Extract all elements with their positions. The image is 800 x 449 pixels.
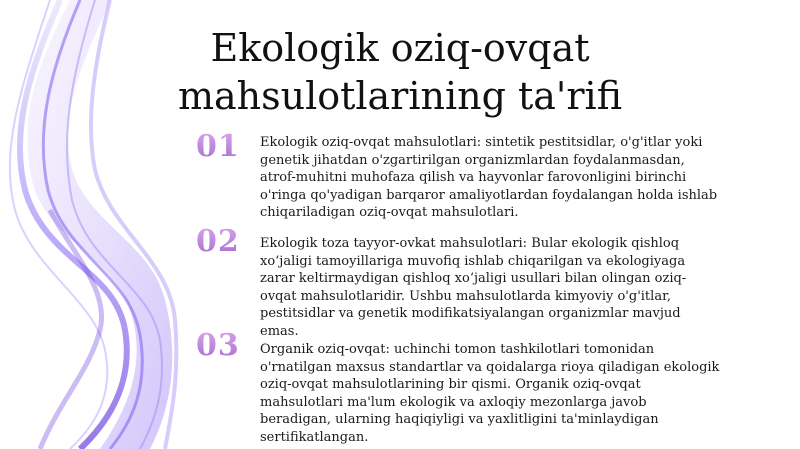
slide-title: Ekologik oziq-ovqat mahsulotlarining ta'rifi bbox=[177, 26, 623, 118]
item-text-02: Ekologik toza tayyor-ovkat mahsulotlari: Bular ekologik qishloq xo‘jaligi tamoyillariga muvofiq ishlab chiqarilgan va ekologiyaga zarar keltirmaydigan qishloq xo‘jaligi usullari bilan olingan oziq-ovqat mahsulotlaridir. Ushbu mahsulotlarda kimyoviy o'g'itlar, pestitsidlar va genetik modifikatsiyalangan organizmlar mavjud emas. bbox=[260, 236, 687, 339]
item-text-01: Ekologik oziq-ovqat mahsulotlari: sintetik pestitsidlar, o'g'itlar yoki genetik jihatdan o'zgartirilgan organizmlardan foydalanmasdan, atrof-muhitni muhofaza qilish va hayvonlar farovonligini birinchi o'ringa qo'yadigan barqaror amaliyotlardan foydalangan holda ishlab chiqariladigan oziq-ovqat mahsulotlari. bbox=[260, 135, 718, 221]
item-text-03: Organik oziq-ovqat: uchinchi tomon tashkilotlari tomonidan o'rnatilgan maxsus standartlar va qoidalarga rioya qiladigan ekologik oziq-ovqat mahsulotlarining bir qismi. Organik oziq-ovqat mahsulotlari ma'lum ekologik va axloqiy mezonlarga javob beradigan, ularning haqiqiyligi va yaxlitligini ta'minlaydigan sertifikatlangan. bbox=[260, 342, 720, 445]
item-number-03: 03 bbox=[196, 329, 246, 363]
item-number-02: 02 bbox=[196, 225, 246, 259]
item-number-01: 01 bbox=[196, 130, 246, 164]
